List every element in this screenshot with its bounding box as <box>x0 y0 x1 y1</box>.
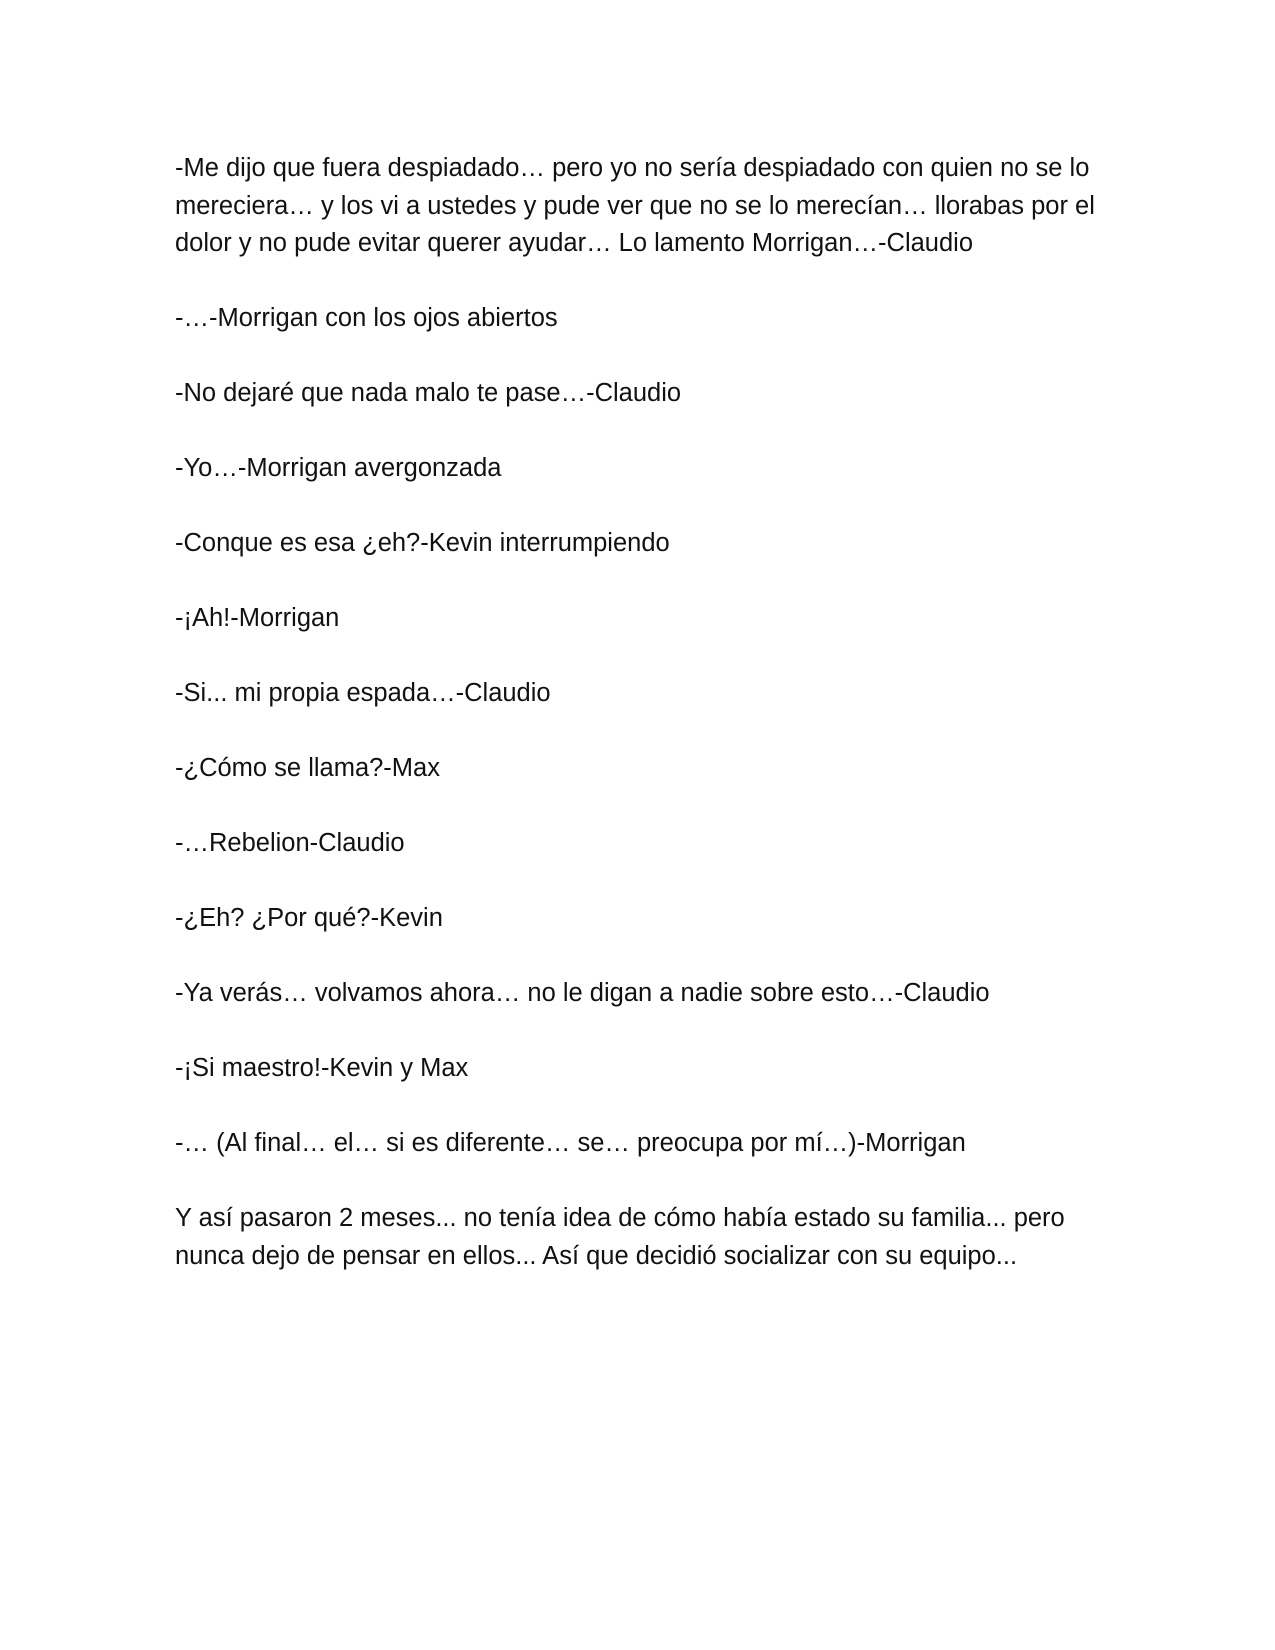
paragraph: -…Rebelion-Claudio <box>175 829 405 857</box>
paragraph: -Yo…-Morrigan avergonzada <box>175 454 502 482</box>
paragraph: -Ya verás… volvamos ahora… no le digan a nadie sobre esto…-Claudio <box>175 979 990 1007</box>
paragraph: -¡Ah!-Morrigan <box>175 604 340 632</box>
paragraph: -Conque es esa ¿eh?-Kevin interrumpiendo <box>175 529 670 557</box>
paragraph: -…-Morrigan con los ojos abiertos <box>175 304 558 332</box>
paragraph: -¡Si maestro!-Kevin y Max <box>175 1054 469 1082</box>
paragraph: -Me dijo que fuera despiadado… pero yo no sería despiadado con quien no se lo mereciera… y los vi a ustedes y pude ver que no se lo merecían… llorabas por el dolor y no pude evitar querer ayudar… Lo lamento Morrigan…-Claudio <box>175 154 1095 257</box>
paragraph: -No dejaré que nada malo te pase…-Claudio <box>175 379 682 407</box>
paragraph: -… (Al final… el… si es diferente… se… preocupa por mí…)-Morrigan <box>175 1129 966 1157</box>
paragraph: -Si... mi propia espada…-Claudio <box>175 679 551 707</box>
paragraph: -¿Eh? ¿Por qué?-Kevin <box>175 904 443 932</box>
paragraph: -¿Cómo se llama?-Max <box>175 754 440 782</box>
paragraph: Y así pasaron 2 meses... no tenía idea de cómo había estado su familia... pero nunca dejo de pensar en ellos... Así que decidió socializar con su equipo... <box>175 1204 1065 1270</box>
document-body <box>175 150 1095 1313</box>
